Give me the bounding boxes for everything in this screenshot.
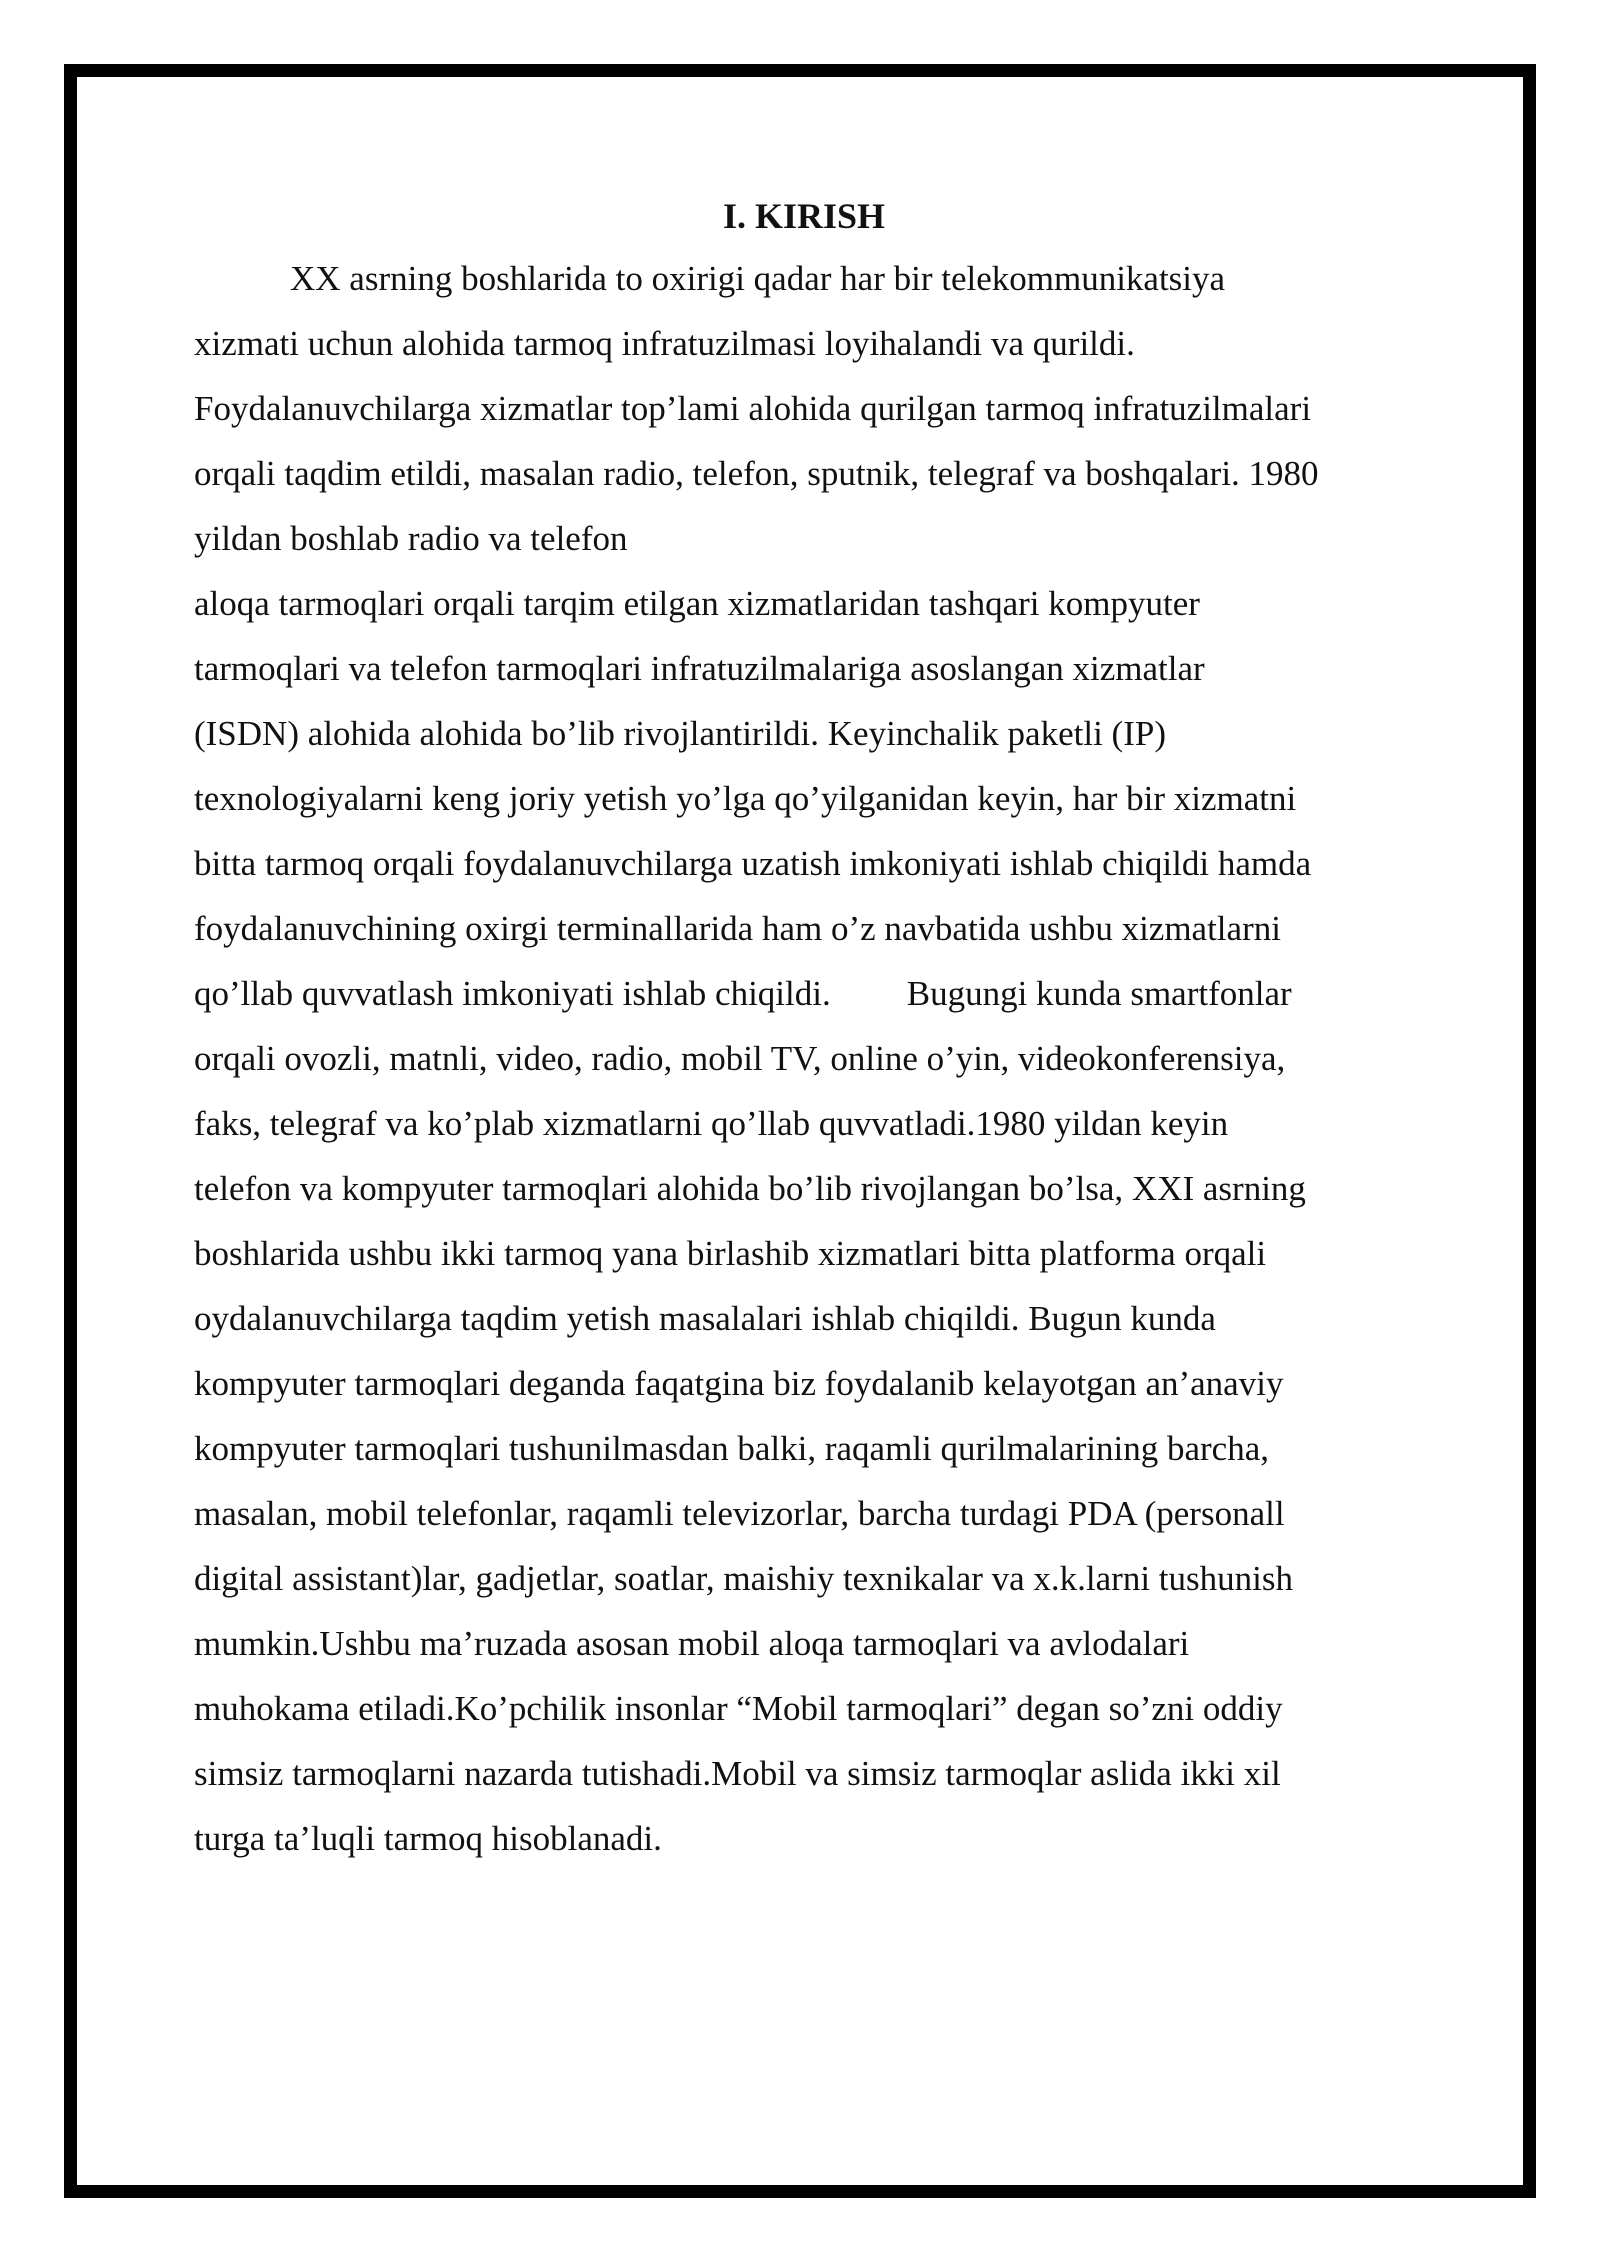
paragraph-line: faks, telegraf va ko’plab xizmatlarni qo’llab quvvatladi.1980 yildan keyin bbox=[194, 1104, 1229, 1143]
paragraph-line: tarmoqlari va telefon tarmoqlari infratuzilmalariga asoslangan xizmatlar bbox=[194, 649, 1205, 688]
paragraph-line: digital assistant)lar, gadjetlar, soatlar, maishiy texnikalar va x.k.larni tushunish bbox=[194, 1559, 1293, 1598]
paragraph-line: Foydalanuvchilarga xizmatlar top’lami alohida qurilgan tarmoq infratuzilmalari bbox=[194, 389, 1312, 428]
paragraph-line: yildan boshlab radio va telefon bbox=[194, 519, 628, 558]
paragraph-line: kompyuter tarmoqlari deganda faqatgina biz foydalanib kelayotgan an’anaviy bbox=[194, 1364, 1284, 1403]
paragraph-line: boshlarida ushbu ikki tarmoq yana birlashib xizmatlari bitta platforma orqali bbox=[194, 1234, 1267, 1273]
document-body bbox=[194, 186, 1414, 1871]
section-heading: I. KIRISH bbox=[722, 196, 886, 236]
paragraph-line: texnologiyalarni keng joriy yetish yo’lga qo’yilganidan keyin, har bir xizmatni bbox=[194, 779, 1297, 818]
paragraph-line: mumkin.Ushbu ma’ruzada asosan mobil aloqa tarmoqlari va avlodalari bbox=[194, 1624, 1190, 1663]
paragraph-line-start: qo’llab quvvatlash imkoniyati ishlab chiqildi. bbox=[194, 974, 831, 1013]
paragraph-line: orqali taqdim etildi, masalan radio, telefon, sputnik, telegraf va boshqalari. 1980 bbox=[194, 454, 1319, 493]
paragraph-line-continuation: Bugungi kunda smartfonlar bbox=[906, 974, 1292, 1013]
paragraph-line: (ISDN) alohida alohida bo’lib rivojlantirildi. Keyinchalik paketli (IP) bbox=[194, 714, 1166, 753]
paragraph-line: aloqa tarmoqlari orqali tarqim etilgan xizmatlaridan tashqari kompyuter bbox=[194, 584, 1200, 623]
paragraph-line: foydalanuvchining oxirgi terminallarida ham o’z navbatida ushbu xizmatlarni bbox=[194, 909, 1281, 948]
paragraph-line: simsiz tarmoqlarni nazarda tutishadi.Mobil va simsiz tarmoqlar aslida ikki xil bbox=[194, 1754, 1281, 1793]
paragraph-line: masalan, mobil telefonlar, raqamli televizorlar, barcha turdagi PDA (personall bbox=[194, 1494, 1285, 1533]
paragraph-line bbox=[194, 961, 1414, 1026]
paragraph-line: muhokama etiladi.Ko’pchilik insonlar “Mobil tarmoqlari” degan so’zni oddiy bbox=[194, 1689, 1283, 1728]
paragraph-line: XX asrning boshlarida to oxirigi qadar har bir telekommunikatsiya bbox=[290, 259, 1226, 298]
paragraph-line: telefon va kompyuter tarmoqlari alohida bo’lib rivojlangan bo’lsa, XXI asrning bbox=[194, 1169, 1306, 1208]
paragraph-line: oydalanuvchilarga taqdim yetish masalalari ishlab chiqildi. Bugun kunda bbox=[194, 1299, 1216, 1338]
paragraph-line: orqali ovozli, matnli, video, radio, mobil TV, online o’yin, videokonferensiya, bbox=[194, 1039, 1286, 1078]
paragraph-line: xizmati uchun alohida tarmoq infratuzilmasi loyihalandi va qurildi. bbox=[194, 324, 1135, 363]
paragraph-line: turga ta’luqli tarmoq hisoblanadi. bbox=[194, 1819, 662, 1858]
paragraph-line: bitta tarmoq orqali foydalanuvchilarga uzatish imkoniyati ishlab chiqildi hamda bbox=[194, 844, 1312, 883]
paragraph-line: kompyuter tarmoqlari tushunilmasdan balki, raqamli qurilmalarining barcha, bbox=[194, 1429, 1269, 1468]
